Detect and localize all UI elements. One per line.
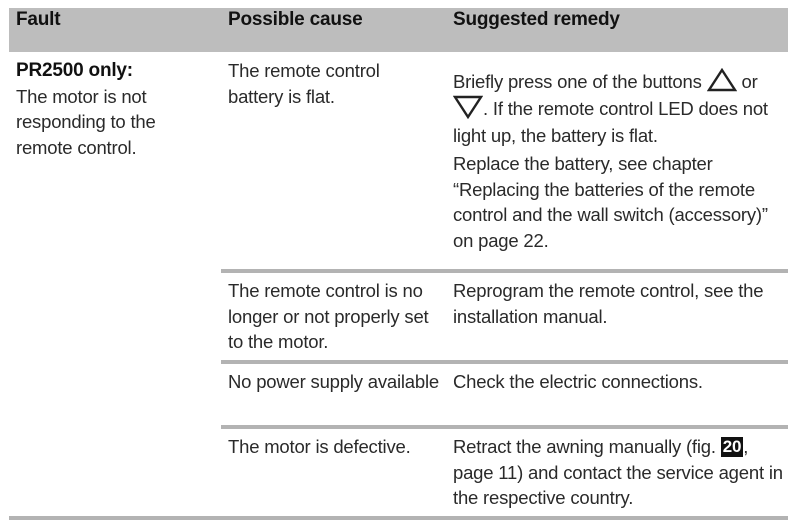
header-fault: Fault [16,9,61,30]
remedy-row-3: Check the electric connections. [453,371,703,392]
header-possible-cause: Possible cause [228,9,363,30]
table-header [9,8,788,52]
header-suggested-remedy: Suggested remedy [453,9,620,30]
fault-description: The motor is not responding to the remote control. [16,85,156,158]
cause-row-2: The remote control is no longer or not properly set to the motor. [228,280,429,352]
remedy-row-4 [453,434,788,511]
row-separator [221,360,788,364]
remedy-row-1 [453,68,788,253]
remedy-text: Briefly press one of the buttons [453,71,702,92]
triangle-up-icon [707,68,737,92]
remedy-text: , page 11) and contact the service agent in the respective country. [453,436,783,508]
remedy-row-1-para-2: Replace the battery, see chapter “Replacing the batteries of the remote control and the wall switch (accessory)” on page 22. [453,153,768,251]
fault-cell [16,58,211,160]
row-separator [221,425,788,429]
table-bottom-border [9,516,788,520]
remedy-text: . If the remote control LED does not light up, the battery is flat. [453,98,768,146]
figure-reference-badge: 20 [722,437,742,456]
cause-row-3: No power supply available [228,371,439,392]
cause-row-1: The remote control battery is flat. [228,60,380,107]
row-separator [221,269,788,273]
remedy-text: or [741,71,758,92]
triangle-down-icon [453,95,483,119]
remedy-row-2: Reprogram the remote control, see the installation manual. [453,280,764,327]
cause-row-4: The motor is defective. [228,436,411,457]
fault-title: PR2500 only: [16,60,133,81]
remedy-row-1-para-1 [453,68,788,149]
remedy-text: Retract the awning manually (fig. [453,436,716,457]
